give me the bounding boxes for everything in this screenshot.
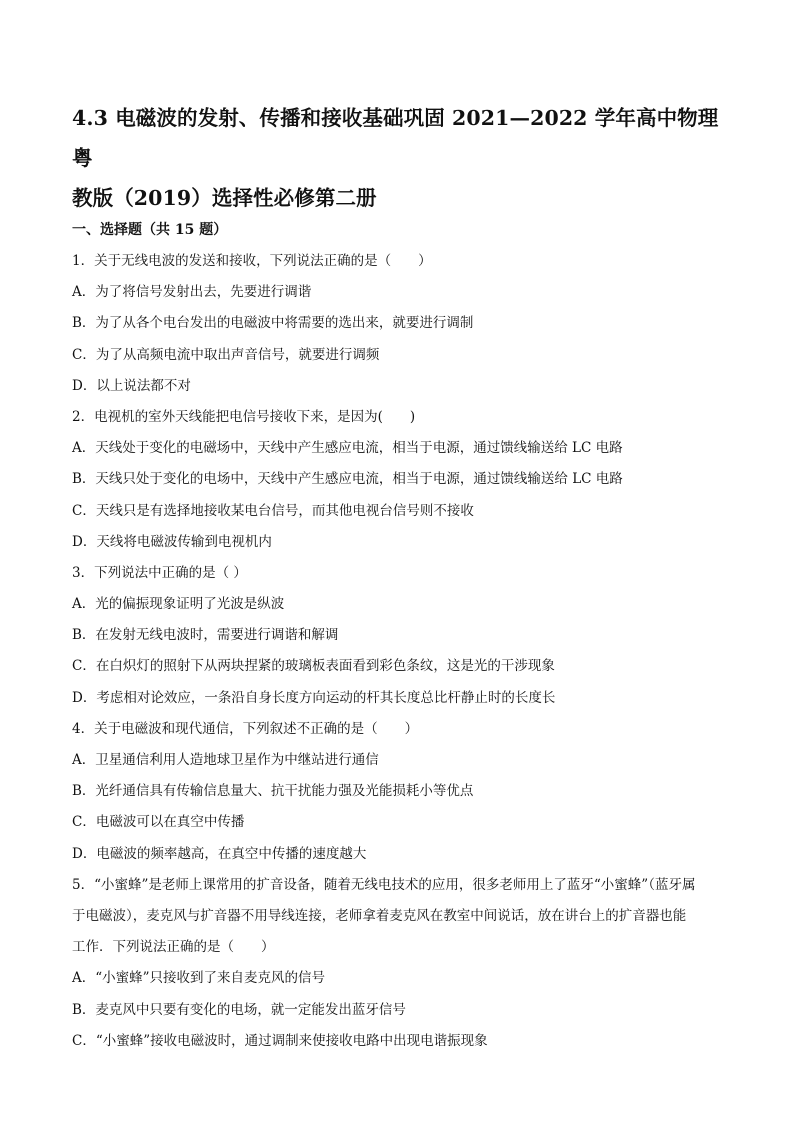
- option-c: C．天线只是有选择地接收某电台信号，而其他电视台信号则不接收: [72, 502, 474, 519]
- option-b: B．光纤通信具有传输信息量大、抗干扰能力强及光能损耗小等优点: [72, 783, 474, 800]
- option-d: D．考虑相对论效应，一条沿自身长度方向运动的杆其长度总比杆静止时的长度长: [72, 689, 556, 706]
- option-c: C．“小蜜蜂”接收电磁波时，通过调制来使接收电路中出现电谐振现象: [72, 1032, 488, 1049]
- question-stem-line-1: 5．“小蜜蜂”是老师上课常用的扩音设备，随着无线电技术的应用，很多老师用上了蓝牙“小蜜蜂”（蓝牙属: [72, 876, 696, 893]
- question-stem: 3．下列说法中正确的是（ ）: [72, 564, 247, 581]
- question-stem: 4．关于电磁波和现代通信，下列叙述不正确的是（ ）: [72, 720, 419, 737]
- option-b: B．在发射无线电波时，需要进行调谐和解调: [72, 627, 339, 644]
- section-heading: 一、选择题（共 15 题）: [72, 222, 228, 238]
- option-d: D．以上说法都不对: [72, 377, 191, 394]
- question-1: [72, 246, 732, 402]
- option-a: A．“小蜜蜂”只接收到了来自麦克风的信号: [72, 970, 326, 987]
- document-title: [72, 98, 732, 218]
- option-a: A．光的偏振现象证明了光波是纵波: [72, 596, 285, 613]
- option-a: A．天线处于变化的电磁场中，天线中产生感应电流，相当于电源，通过馈线输送给 LC 电路: [72, 440, 623, 457]
- option-d: D．天线将电磁波传输到电视机内: [72, 533, 272, 550]
- option-b: B．天线只处于变化的电场中，天线中产生感应电流，相当于电源，通过馈线输送给 LC 电路: [72, 471, 623, 488]
- question-stem: 2．电视机的室外天线能把电信号接收下来，是因为( ): [72, 408, 416, 425]
- question-stem-line-3: 工作．下列说法正确的是（ ）: [72, 939, 275, 956]
- question-2: [72, 402, 732, 558]
- option-c: C．电磁波可以在真空中传播: [72, 814, 245, 831]
- option-c: C．为了从高频电流中取出声音信号，就要进行调频: [72, 346, 380, 363]
- option-c: C．在白炽灯的照射下从两块捏紧的玻璃板表面看到彩色条纹，这是光的干涉现象: [72, 658, 555, 675]
- question-3: [72, 558, 732, 714]
- option-a: A．为了将信号发射出去，先要进行调谐: [72, 284, 312, 301]
- question-stem-line-2: 于电磁波），麦克风与扩音器不用导线连接，老师拿着麦克风在教室中间说话，放在讲台上的扩音器也能: [72, 907, 687, 924]
- option-a: A．卫星通信利用人造地球卫星作为中继站进行通信: [72, 752, 379, 768]
- option-b: B．为了从各个电台发出的电磁波中将需要的选出来，就要进行调制: [72, 315, 474, 332]
- option-d: D．电磁波的频率越高，在真空中传播的速度越大: [72, 845, 367, 862]
- question-stem: 1．关于无线电波的发送和接收，下列说法正确的是（ ）: [72, 253, 432, 269]
- title-line-2: 教版（2019）选择性必修第二册: [72, 186, 377, 210]
- option-b: B．麦克风中只要有变化的电场，就一定能发出蓝牙信号: [72, 1001, 406, 1018]
- question-4: [72, 714, 732, 870]
- question-5: [72, 870, 732, 1057]
- document-page: [72, 98, 732, 1057]
- title-line-1: 4.3 电磁波的发射、传播和接收基础巩固 2021—2022 学年高中物理粤: [72, 106, 719, 170]
